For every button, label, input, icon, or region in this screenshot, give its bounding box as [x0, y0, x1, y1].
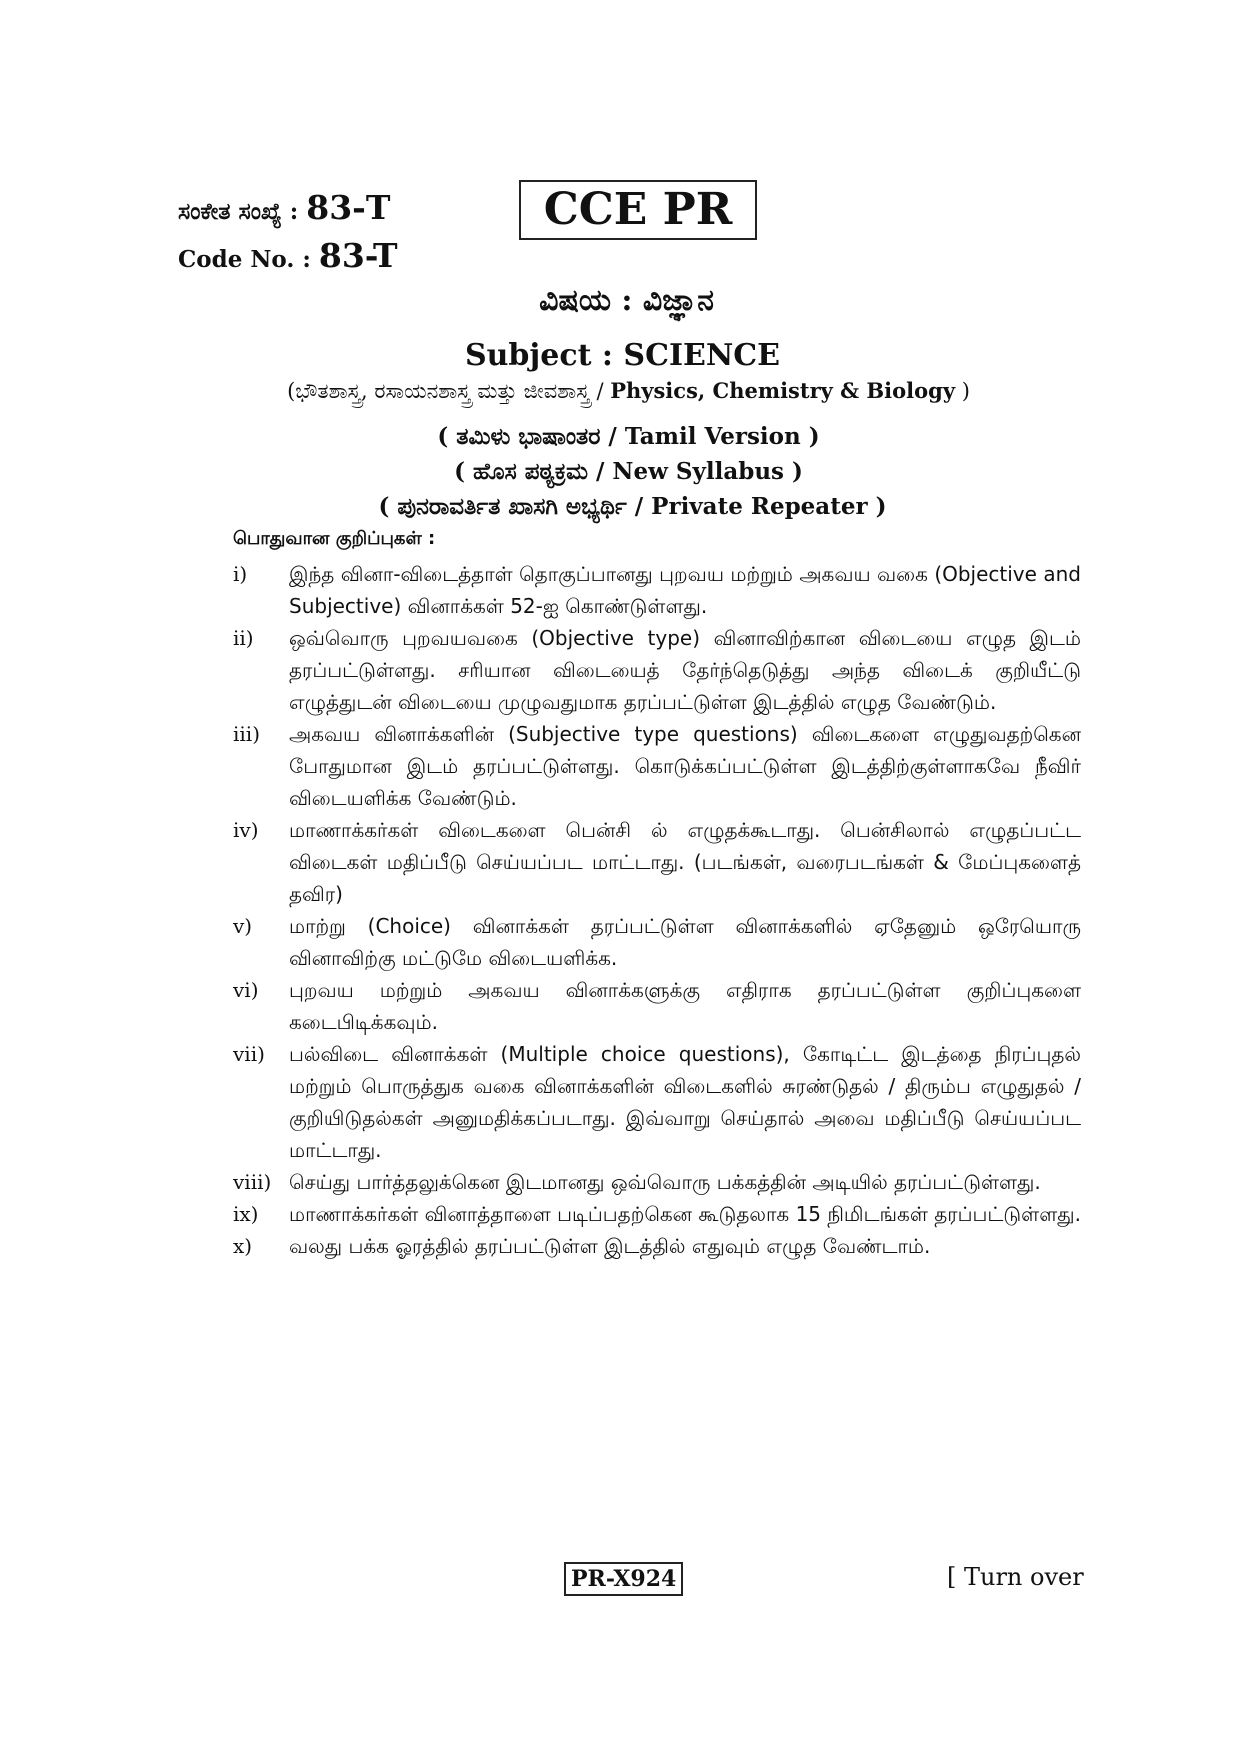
candidate-line: ( ಪುನರಾವರ್ತಿತ ಖಾಸಗಿ ಅಭ್ಯರ್ಥಿ / Private Repeater ) [378, 493, 887, 520]
instruction-item [233, 910, 1081, 974]
instruction-number: iv) [233, 818, 259, 842]
instruction-item [233, 974, 1081, 1038]
code-label-kannada: ಸಂಕೇತ ಸಂಖ್ಯೆ : [178, 198, 299, 225]
instruction-text: இந்த வினா-விடைத்தாள் தொகுப்பானது புறவய மற்றும் அகவய வகை (Objective and Subjective) வினாக்கள் 52-ஐ கொண்டுள்ளது. [289, 562, 1081, 618]
instruction-item [233, 1198, 1081, 1230]
instruction-text: அகவய வினாக்களின் (Subjective type questions) விடைகளை எழுதுவதற்கென போதுமான இடம் தரப்பட்டுள்ளது. கொடுக்கப்பட்டுள்ள இடத்திற்குள்ளாகவே நீவிர் விடையளிக்க வேண்டும். [289, 722, 1081, 810]
subject-streams [8, 378, 1241, 404]
streams-close: ) [955, 379, 970, 403]
instruction-number: viii) [233, 1170, 272, 1194]
instruction-item [233, 1230, 1081, 1262]
streams-open: ( [287, 379, 296, 403]
instruction-number: ix) [233, 1202, 259, 1226]
instruction-number: vii) [233, 1042, 265, 1066]
instruction-item [233, 622, 1081, 718]
syllabus-line: ( ಹೊಸ ಪಠ್ಯಕ್ರಮ / New Syllabus ) [454, 458, 803, 485]
instruction-text: வலது பக்க ஓரத்தில் தரப்பட்டுள்ள இடத்தில் எதுவும் எழுத வேண்டாம். [289, 1234, 931, 1258]
instruction-number: iii) [233, 722, 260, 746]
version-line: ( ತಮಿಳು ಭಾಷಾಂತರ / Tamil Version ) [437, 423, 820, 450]
instruction-text: செய்து பார்த்தலுக்கென இடமானது ஒவ்வொரு பக்கத்தின் அடியில் தரப்பட்டுள்ளது. [289, 1170, 1041, 1194]
instructions-heading: பொதுவான குறிப்புகள் : [233, 528, 436, 549]
instruction-text: மாணாக்கர்கள் வினாத்தாளை படிப்பதற்கென கூடுதலாக 15 நிமிடங்கள் தரப்பட்டுள்ளது. [289, 1202, 1081, 1226]
instruction-text: பல்விடை வினாக்கள் (Multiple choice questions), கோடிட்ட இடத்தை நிரப்புதல் மற்றும் பொருத்துக வகை வினாக்களின் விடைகளில் சுரண்டுதல் / திரும்ப எழுதுதல் / குறியிடுதல்கள் அனுமதிக்கப்படாது. இவ்வாறு செய்தால் அவை மதிப்பீடு செய்யப்பட மாட்டாது. [289, 1042, 1081, 1162]
instruction-text: ஒவ்வொரு புறவயவகை (Objective type) வினாவிற்கான விடையை எழுத இடம் தரப்பட்டுள்ளது. சரியான விடையைத் தேர்ந்தெடுத்து அந்த விடைக் குறியீட்டு எழுத்துடன் விடையை முழுவதுமாக தரப்பட்டுள்ள இடத்தில் எழுத வேண்டும். [289, 626, 1081, 714]
instruction-item [233, 814, 1081, 910]
instruction-number: x) [233, 1234, 253, 1258]
code-number-kannada [178, 188, 390, 227]
streams-separator: / [589, 379, 611, 403]
instructions-list [233, 558, 1081, 1262]
instruction-item [233, 1166, 1081, 1198]
turn-over-text: [ Turn over [947, 1563, 1084, 1591]
instruction-item [233, 1038, 1081, 1166]
instruction-text: மாணாக்கர்கள் விடைகளை பென்சி ல் எழுதக்கூடாது. பென்சிலால் எழுதப்பட்ட விடைகள் மதிப்பீடு செய்யப்பட மாட்டாது. (படங்கள், வரைபடங்கள் & மேப்புகளைத் தவிர) [289, 818, 1081, 906]
streams-english: Physics, Chemistry & Biology [610, 378, 956, 403]
code-value-english: 83-T [318, 236, 398, 275]
paper-code-box: PR-X924 [564, 1562, 683, 1596]
instruction-text: மாற்று (Choice) வினாக்கள் தரப்பட்டுள்ள வினாக்களில் ஏதேனும் ஒரேயொரு வினாவிற்கு மட்டுமே விடையளிக்க. [289, 914, 1081, 970]
instruction-item [233, 718, 1081, 814]
streams-kannada: ಭೌತಶಾಸ್ತ್ರ, ರಸಾಯನಶಾಸ್ತ್ರ ಮತ್ತು ಜೀವಶಾಸ್ತ್ರ [295, 379, 590, 403]
instruction-item [233, 558, 1081, 622]
subject-kannada: ವಿಷಯ : ವಿಜ್ಞಾನ [539, 283, 714, 318]
subject-english: Subject : SCIENCE [464, 338, 781, 373]
instruction-text: புறவய மற்றும் அகவய வினாக்களுக்கு எதிராக தரப்பட்டுள்ள குறிப்புகளை கடைபிடிக்கவும். [289, 978, 1081, 1034]
instruction-number: v) [233, 914, 253, 938]
instruction-number: vi) [233, 978, 259, 1002]
code-label-english: Code No. : [178, 246, 311, 273]
instruction-number: i) [233, 562, 248, 586]
instruction-number: ii) [233, 626, 254, 650]
exam-title-box: CCE PR [519, 180, 757, 240]
code-value-kannada: 83-T [306, 188, 391, 227]
code-number-english [178, 236, 398, 275]
